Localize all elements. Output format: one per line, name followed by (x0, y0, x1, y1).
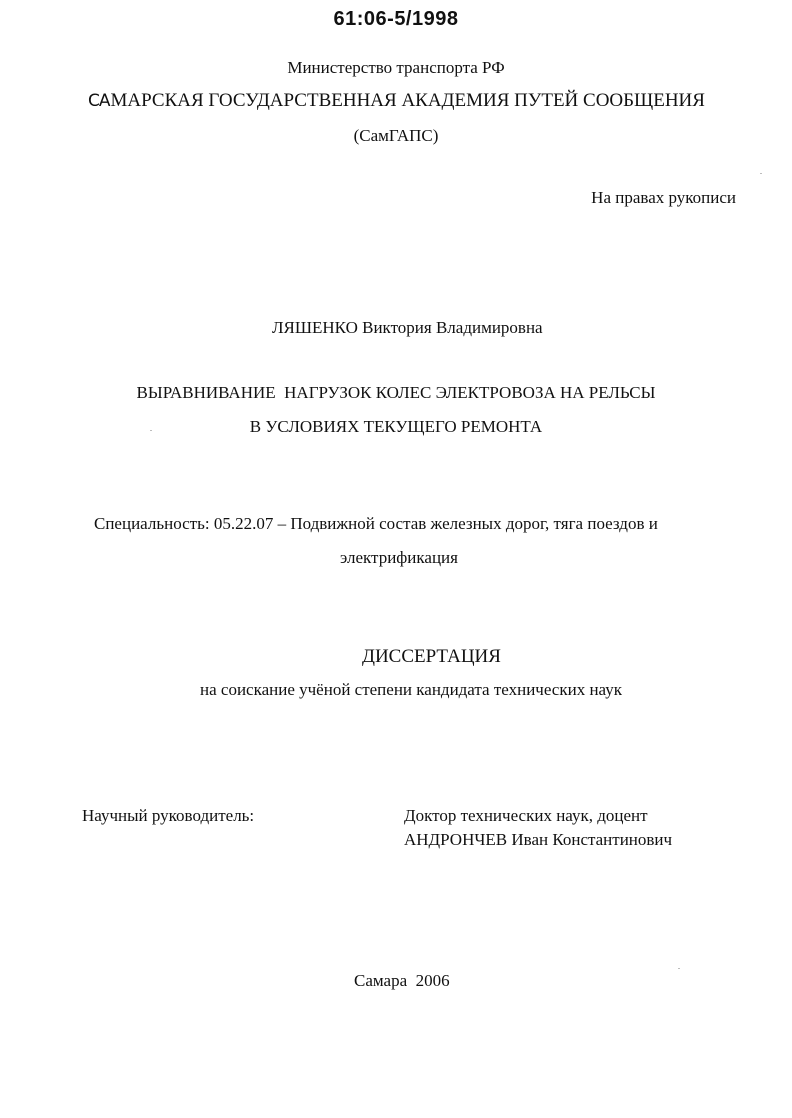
ministry-name: Министерство транспорта РФ (287, 58, 505, 77)
advisor-label: Научный руководитель: (82, 806, 255, 825)
scan-speck (150, 430, 152, 431)
specialty-line-1: Специальность: 05.22.07 – Подвижной состав железных дорог, тяга поездов и (94, 514, 658, 533)
scan-speck (678, 968, 680, 969)
archive-stamp: 61:06-5/1998 (333, 8, 459, 30)
thesis-title-line-1: ВЫРАВНИВАНИЕ НАГРУЗОК КОЛЕС ЭЛЕКТРОВОЗА НА РЕЛЬСЫ (136, 383, 656, 402)
advisor-name: АНДРОНЧЕВ Иван Константинович (404, 830, 673, 849)
scan-speck (760, 173, 762, 174)
academy-name-rest: МАРСКАЯ ГОСУДАРСТВЕННАЯ АКАДЕМИЯ ПУТЕЙ СООБЩЕНИЯ (110, 90, 705, 111)
degree-description: на соискание учёной степени кандидата технических наук (200, 680, 623, 699)
manuscript-note: На правах рукописи (591, 188, 736, 207)
dissertation-label: ДИССЕРТАЦИЯ (362, 646, 501, 667)
academy-name-prefix: СА (88, 91, 110, 111)
academy-name (88, 90, 705, 112)
city-year: Самара 2006 (354, 971, 450, 990)
academy-abbreviation: (СамГАПС) (353, 126, 439, 145)
advisor-title: Доктор технических наук, доцент (404, 806, 648, 825)
author-name: ЛЯШЕНКО Виктория Владимировна (272, 318, 543, 337)
specialty-line-2: электрификация (340, 548, 458, 567)
thesis-title-line-2: В УСЛОВИЯХ ТЕКУЩЕГО РЕМОНТА (249, 417, 543, 436)
